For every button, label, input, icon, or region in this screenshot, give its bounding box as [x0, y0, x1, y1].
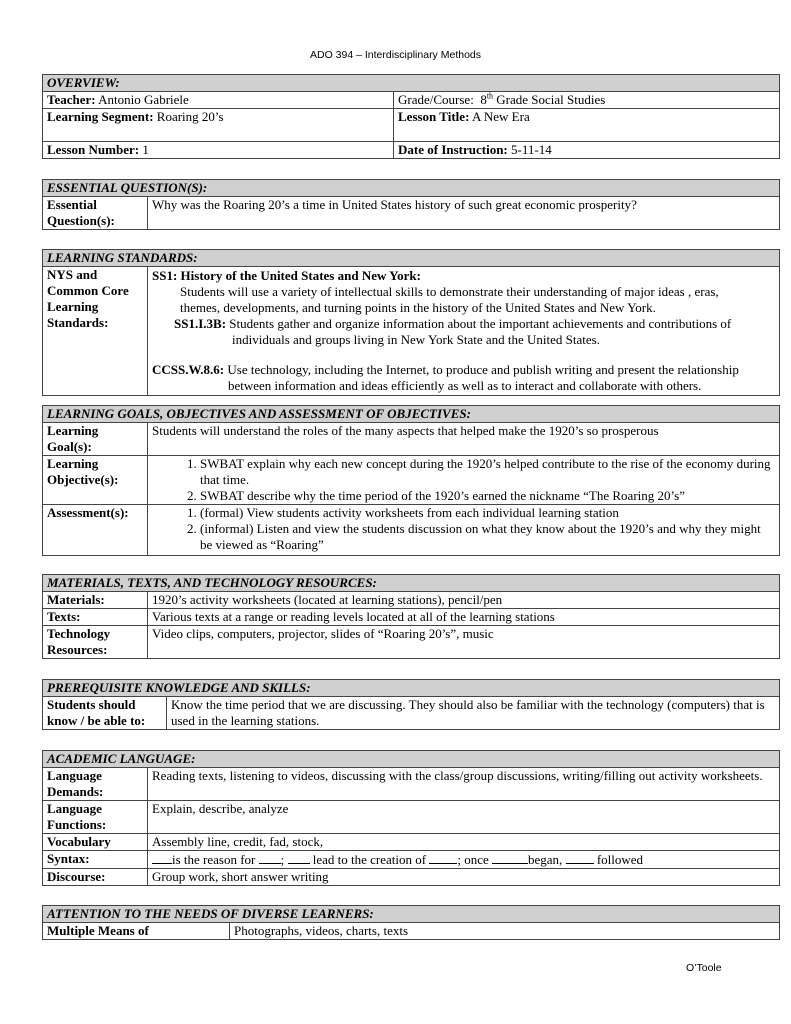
standards-table — [42, 249, 780, 396]
goal-label-line1: Learning — [47, 423, 99, 438]
materials-label: Materials: — [43, 592, 148, 609]
texts-text: Various texts at a range or reading levels located at all of the learning stations — [148, 609, 780, 626]
multiple-means-text: Photographs, videos, charts, texts — [230, 923, 780, 940]
essential-table — [42, 179, 780, 230]
objectives-cell — [148, 456, 780, 505]
prereq-text: Know the time period that we are discussing. They should also be familiar with the technology (computers) that is used in the learning stations. — [167, 697, 780, 730]
ss1-title: SS1: History of the United States and New York: — [152, 268, 421, 283]
technology-label — [43, 626, 148, 659]
prereq-label-line2: know / be able to: — [47, 713, 146, 728]
discourse-text: Group work, short answer writing — [148, 869, 780, 886]
diverse-heading: ATTENTION TO THE NEEDS OF DIVERSE LEARNERS: — [43, 906, 780, 923]
prereq-heading: PREREQUISITE KNOWLEDGE AND SKILLS: — [43, 680, 780, 697]
objectives-list — [152, 456, 775, 504]
objective-label-line1: Learning — [47, 456, 99, 471]
essential-heading: ESSENTIAL QUESTION(S): — [43, 180, 780, 197]
goal-label — [43, 423, 148, 456]
objective-item: 1. SWBAT explain why each new concept during the 1920’s helped contribute to the rise of the economy during that time. — [200, 456, 775, 488]
page-footer: O’Toole — [686, 962, 722, 974]
syntax-part: followed — [596, 852, 644, 867]
objective-item: 2. SWBAT describe why the time period of the 1920’s earned the nickname “The Roaring 20’s” — [200, 488, 775, 504]
date-cell — [394, 142, 780, 159]
assessment-item: 1. (formal) View students activity worksheets from each individual learning station — [200, 505, 775, 521]
lesson-title-label: Lesson Title: — [398, 109, 470, 124]
overview-heading: OVERVIEW: — [43, 75, 780, 92]
prereq-table — [42, 679, 780, 730]
date-value: 5-11-14 — [511, 142, 552, 157]
ss1i3b-text: Students gather and organize information about the important achievements and contributions of — [229, 316, 732, 331]
assessment-label: Assessment(s): — [43, 505, 148, 556]
goal-text: Students will understand the roles of the many aspects that helped make the 1920’s so prosperous — [148, 423, 780, 456]
technology-label-line1: Technology — [47, 626, 111, 641]
syntax-part: lead to the creation of — [312, 852, 427, 867]
essential-label — [43, 197, 148, 230]
ccss-line2: between information and ideas efficiently as well as to interact and collaborate with others. — [228, 378, 702, 393]
page-header: ADO 394 – Interdisciplinary Methods — [310, 49, 481, 61]
grade-label: Grade/Course: — [398, 92, 474, 107]
materials-text: 1920’s activity worksheets (located at learning stations), pencil/pen — [148, 592, 780, 609]
technology-label-line2: Resources: — [47, 642, 108, 657]
ss1-line2: themes, developments, and turning points in the history of the United States and New York. — [180, 300, 656, 315]
demands-label-line2: Demands: — [47, 784, 104, 799]
segment-value: Roaring 20’s — [156, 109, 224, 124]
grade-value: Grade Social Studies — [496, 92, 606, 107]
ccss-line1 — [152, 362, 775, 378]
assessment-item: 2. (informal) Listen and view the students discussion on what they know about the 1920’s and why they might be viewed as “Roaring” — [200, 521, 775, 553]
goals-heading: LEARNING GOALS, OBJECTIVES AND ASSESSMENT OF OBJECTIVES: — [43, 406, 780, 423]
standards-content — [148, 267, 780, 396]
functions-label — [43, 801, 148, 834]
teacher-label: Teacher: — [47, 92, 96, 107]
essential-question: Why was the Roaring 20’s a time in United States history of such great economic prosperity? — [148, 197, 780, 230]
syntax-label: Syntax: — [43, 851, 148, 869]
objective-label — [43, 456, 148, 505]
demands-label — [43, 768, 148, 801]
standards-label-line1: NYS and — [47, 267, 98, 282]
functions-label-line2: Functions: — [47, 817, 107, 832]
grade-suffix: th — [486, 91, 494, 101]
functions-text: Explain, describe, analyze — [148, 801, 780, 834]
prereq-label-line1: Students should — [47, 697, 136, 712]
syntax-part: ; — [280, 852, 285, 867]
functions-label-line1: Language — [47, 801, 102, 816]
assessments-list — [152, 505, 775, 553]
prereq-label — [43, 697, 167, 730]
lesson-number-cell — [43, 142, 394, 159]
overview-table — [42, 74, 780, 159]
ss1-line1: Students will use a variety of intellectual skills to demonstrate their understanding of major ideas , eras, — [180, 284, 719, 299]
academic-table — [42, 750, 780, 886]
segment-label: Learning Segment: — [47, 109, 154, 124]
vocabulary-text: Assembly line, credit, fad, stock, — [148, 834, 780, 851]
standards-label-line4: Standards: — [47, 315, 109, 330]
ss1i3b-code: SS1.I.3B: — [174, 316, 227, 331]
essential-label-line2: Question(s): — [47, 213, 115, 228]
ccss-code: CCSS.W.8.6: — [152, 362, 225, 377]
standards-heading: LEARNING STANDARDS: — [43, 250, 780, 267]
grade-cell — [394, 92, 780, 109]
assessments-cell — [148, 505, 780, 556]
ccss-text: Use technology, including the Internet, to produce and publish writing and present the relationship — [227, 362, 739, 377]
teacher-cell — [43, 92, 394, 109]
syntax-text — [148, 851, 780, 869]
objective-label-line2: Objective(s): — [47, 472, 119, 487]
diverse-table — [42, 905, 780, 940]
vocabulary-label: Vocabulary — [43, 834, 148, 851]
demands-label-line1: Language — [47, 768, 102, 783]
syntax-part: ; once — [457, 852, 489, 867]
lesson-title-cell — [394, 109, 780, 142]
academic-heading: ACADEMIC LANGUAGE: — [43, 751, 780, 768]
ss1i3b-line2: individuals and groups living in New York State and the United States. — [232, 332, 600, 347]
syntax-part: is the reason for — [172, 852, 256, 867]
grade-number: 8 — [480, 92, 487, 107]
teacher-value: Antonio Gabriele — [98, 92, 189, 107]
segment-cell — [43, 109, 394, 142]
lesson-title-value: A New Era — [471, 109, 530, 124]
goals-table — [42, 405, 780, 556]
demands-text: Reading texts, listening to videos, discussing with the class/group discussions, writing/filling out activity worksheets. — [148, 768, 780, 801]
technology-text: Video clips, computers, projector, slides of “Roaring 20’s”, music — [148, 626, 780, 659]
syntax-part: began, — [528, 852, 563, 867]
standards-label-line2: Common Core — [47, 283, 129, 298]
discourse-label: Discourse: — [43, 869, 148, 886]
lesson-number-value: 1 — [142, 142, 149, 157]
standards-label-line3: Learning — [47, 299, 99, 314]
goal-label-line2: Goal(s): — [47, 439, 92, 454]
date-label: Date of Instruction: — [398, 142, 508, 157]
multiple-means-label: Multiple Means of — [43, 923, 230, 940]
materials-table — [42, 574, 780, 659]
ss1i3b-line1 — [152, 316, 775, 332]
lesson-number-label: Lesson Number: — [47, 142, 140, 157]
standards-label — [43, 267, 148, 396]
texts-label: Texts: — [43, 609, 148, 626]
materials-heading: MATERIALS, TEXTS, AND TECHNOLOGY RESOURCES: — [43, 575, 780, 592]
essential-label-line1: Essential — [47, 197, 97, 212]
